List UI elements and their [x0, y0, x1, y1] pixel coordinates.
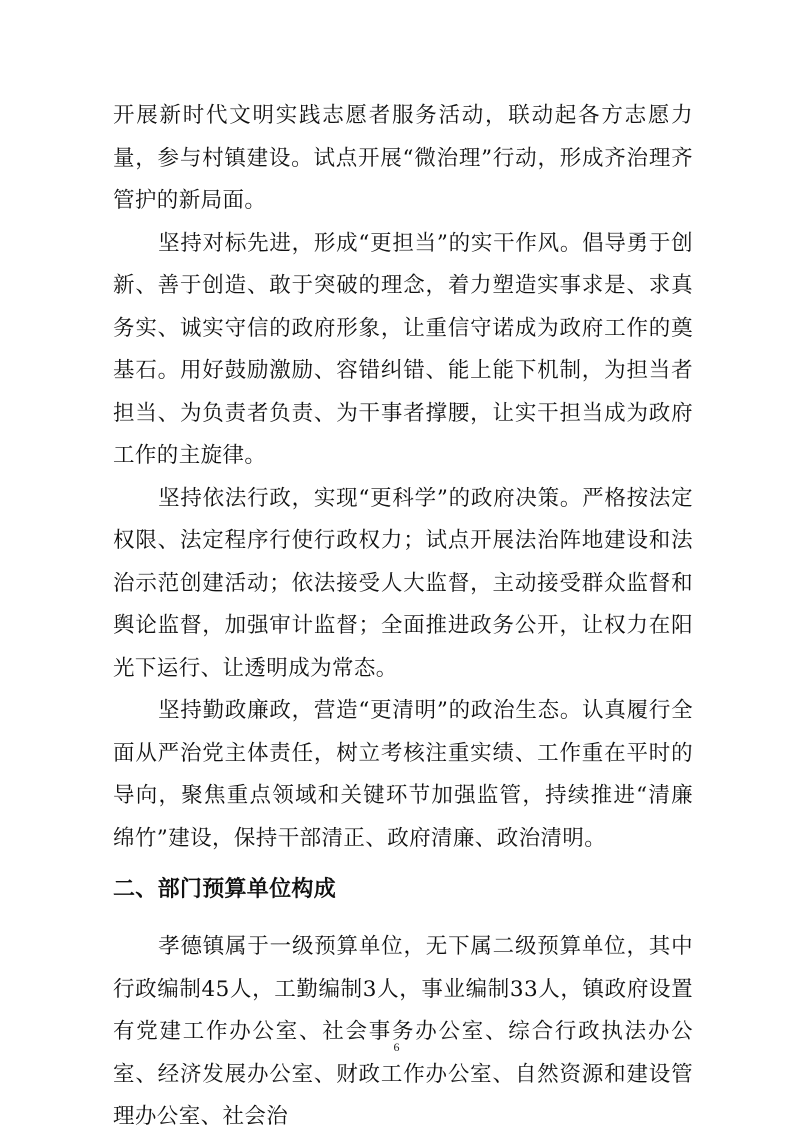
- paragraph-benchmark-advanced: 坚持对标先进，形成“更担当”的实干作风。倡导勇于创新、善于创造、敢于突破的理念，着力塑造实事求是、求真务实、诚实守信的政府形象，让重信守诺成为政府工作的奠基石。用好鼓励激励、容错纠错、能上能下机制，为担当者担当、为负责者负责、为干事者撑腰，让实干担当成为政府工作的主旋律。: [113, 230, 693, 468]
- paragraph-volunteer-service: 开展新时代文明实践志愿者服务活动，联动起各方志愿力量，参与村镇建设。试点开展“微治理”行动，形成齐治理齐管护的新局面。: [113, 103, 693, 213]
- paragraph-integrity: 坚持勤政廉政，营造“更清明”的政治生态。认真履行全面从严治党主体责任，树立考核注重实绩、工作重在平时的导向，聚焦重点领域和关键环节加强监管，持续推进“清廉绵竹”建设，保持干部清正、政府清廉、政治清明。: [113, 698, 693, 851]
- paragraph-rule-of-law: 坚持依法行政，实现“更科学”的政府决策。严格按法定权限、法定程序行使行政权力；试点开展法治阵地建设和法治示范创建活动；依法接受人大监督，主动接受群众监督和舆论监督，加强审计监督；全面推进政务公开，让权力在阳光下运行、让透明成为常态。: [113, 485, 693, 681]
- page-number: 6: [393, 1040, 400, 1054]
- document-page: [113, 95, 693, 1139]
- section-heading-budget-units: 二、部门预算单位构成: [113, 877, 337, 902]
- paragraph-budget-units: 孝德镇属于一级预算单位，无下属二级预算单位，其中行政编制45人，工勤编制3人，事业编制33人，镇政府设置有党建工作办公室、社会事务办公室、综合行政执法办公室、经济发展办公室、财政工作办公室、自然资源和建设管理办公室、社会治: [113, 934, 693, 1129]
